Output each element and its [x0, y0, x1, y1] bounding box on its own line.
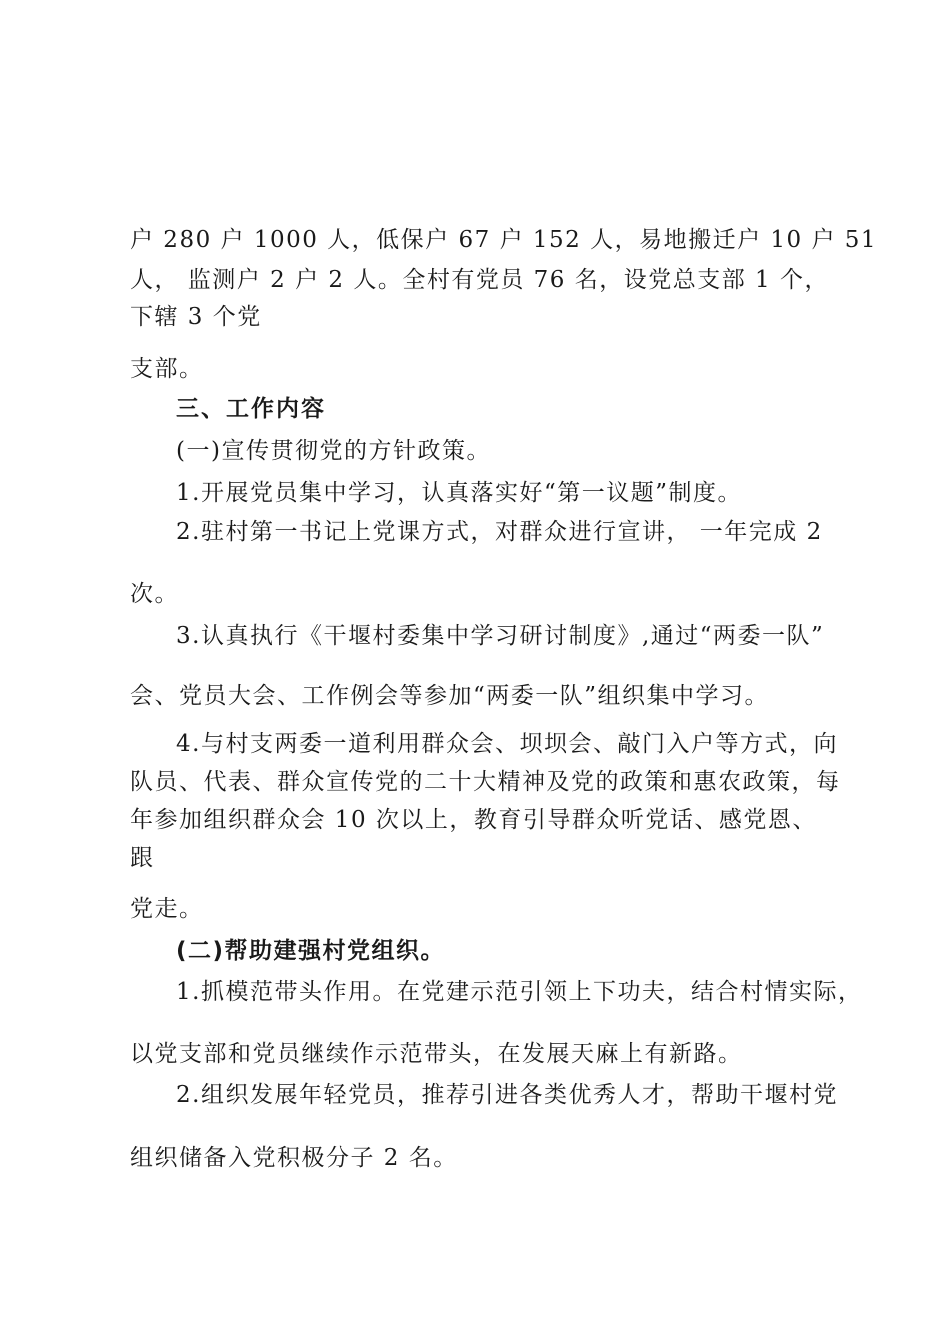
subsection-heading: (一)宣传贯彻党的方针政策。: [176, 438, 491, 464]
subsection-heading: (二)帮助建强村党组织。: [176, 938, 446, 964]
text-line: 党走。: [130, 896, 204, 922]
text-line: 户 280 户 1000 人，低保户 67 户 152 人，易地搬迁户 10 户 51: [130, 227, 878, 253]
text-line: 支部。: [130, 356, 204, 382]
text-line: 队员、代表、群众宣传党的二十大精神及党的政策和惠农政策，每: [130, 769, 841, 795]
text-line: 组织储备入党积极分子 2 名。: [130, 1145, 458, 1171]
text-line: 2.组织发展年轻党员，推荐引进各类优秀人才，帮助干堰村党: [176, 1082, 838, 1108]
section-heading: 三、工作内容: [176, 396, 326, 422]
text-line: 4.与村支两委一道利用群众会、坝坝会、敲门入户等方式，向: [176, 731, 838, 757]
text-line: 以党支部和党员继续作示范带头，在发展天麻上有新路。: [130, 1041, 743, 1067]
text-line: 会、党员大会、工作例会等参加“两委一队”组织集中学习。: [130, 683, 770, 709]
text-line: 3.认真执行《干堰村委集中学习研讨制度》,通过“两委一队”: [176, 623, 825, 649]
text-line: 跟: [130, 845, 155, 871]
text-line: 下辖 3 个党: [130, 304, 262, 330]
text-line: 人， 监测户 2 户 2 人。全村有党员 76 名，设党总支部 1 个，: [130, 267, 829, 293]
text-line: 次。: [130, 581, 179, 607]
text-line: 2.驻村第一书记上党课方式，对群众进行宣讲， 一年完成 2: [176, 519, 823, 545]
text-line: 年参加组织群众会 10 次以上，教育引导群众听党话、感党恩、: [130, 807, 817, 833]
text-line: 1.抓模范带头作用。在党建示范引领上下功夫，结合村情实际，: [176, 979, 863, 1005]
text-line: 1.开展党员集中学习，认真落实好“第一议题”制度。: [176, 480, 742, 506]
